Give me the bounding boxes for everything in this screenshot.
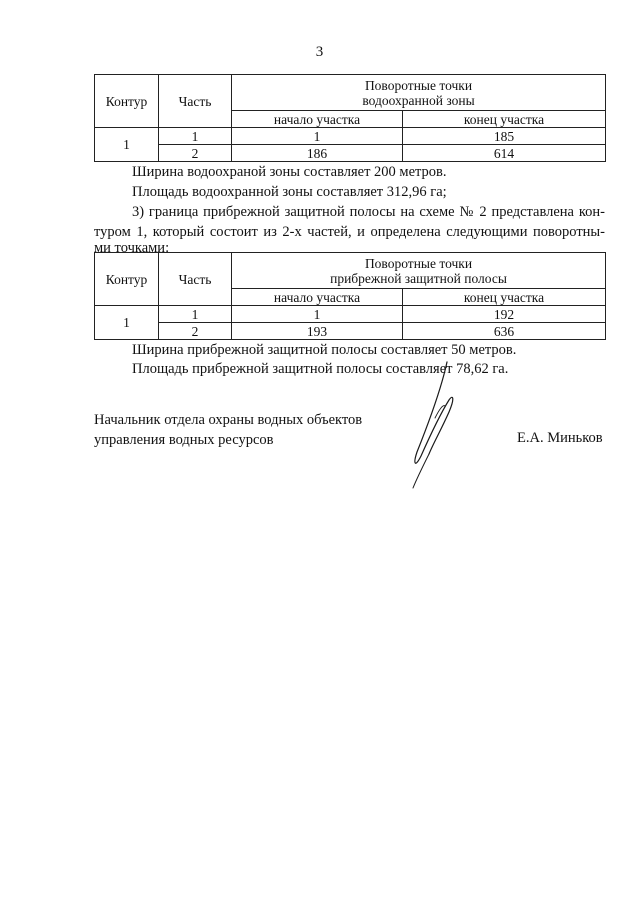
- item3-line1: 3) граница прибрежной защитной полосы на схеме № 2 представлена кон-: [132, 204, 605, 220]
- cell-end: 185: [403, 128, 606, 145]
- cell-contour: 1: [95, 128, 159, 162]
- table-row: [95, 128, 606, 145]
- header-turning-points-line2: прибрежной защитной полосы: [330, 270, 507, 286]
- item3-line2: туром 1, который состоит из 2-х частей, и определена следующими поворотны-: [94, 224, 605, 240]
- header-turning-points-line1: Поворотные точки: [364, 255, 473, 271]
- header-start: начало участка: [232, 289, 403, 306]
- zone-area-text: Площадь водоохранной зоны составляет 312,96 га;: [132, 184, 447, 200]
- cell-part: 1: [159, 306, 232, 323]
- table-row: [95, 145, 606, 162]
- signatory-position-line2: управления водных ресурсов: [94, 432, 274, 448]
- strip-area-text: Площадь прибрежной защитной полосы составляет 78,62 га.: [132, 361, 509, 377]
- cell-start: 186: [232, 145, 403, 162]
- cell-end: 614: [403, 145, 606, 162]
- cell-end: 192: [403, 306, 606, 323]
- cell-start: 193: [232, 323, 403, 340]
- header-part: Часть: [159, 253, 232, 306]
- table-row: [95, 323, 606, 340]
- signatory-position-line1: Начальник отдела охраны водных объектов: [94, 412, 363, 428]
- signatory-position: [94, 410, 362, 450]
- handwritten-signature: [395, 360, 475, 490]
- cell-start: 1: [232, 306, 403, 323]
- item3-line3: ми точками:: [94, 240, 170, 256]
- header-start: начало участка: [232, 111, 403, 128]
- coastal-protection-strip-table: [94, 252, 606, 340]
- header-turning-points: [232, 253, 606, 289]
- header-turning-points-line1: Поворотные точки: [364, 77, 473, 93]
- header-turning-points: [232, 75, 606, 111]
- header-contour: Контур: [95, 75, 159, 128]
- table-row: [95, 306, 606, 323]
- cell-part: 2: [159, 145, 232, 162]
- header-contour: Контур: [95, 253, 159, 306]
- strip-width-text: Ширина прибрежной защитной полосы составляет 50 метров.: [132, 342, 517, 358]
- cell-part: 1: [159, 128, 232, 145]
- cell-part: 2: [159, 323, 232, 340]
- cell-start: 1: [232, 128, 403, 145]
- header-end: конец участка: [403, 111, 606, 128]
- page-number: 3: [315, 44, 324, 60]
- water-protection-zone-table: [94, 74, 606, 162]
- signatory-name: Е.А. Миньков: [517, 430, 603, 446]
- header-turning-points-line2: водоохранной зоны: [362, 92, 475, 108]
- cell-end: 636: [403, 323, 606, 340]
- header-end: конец участка: [403, 289, 606, 306]
- cell-contour: 1: [95, 306, 159, 340]
- header-part: Часть: [159, 75, 232, 128]
- zone-width-text: Ширина водоохраной зоны составляет 200 метров.: [132, 164, 447, 180]
